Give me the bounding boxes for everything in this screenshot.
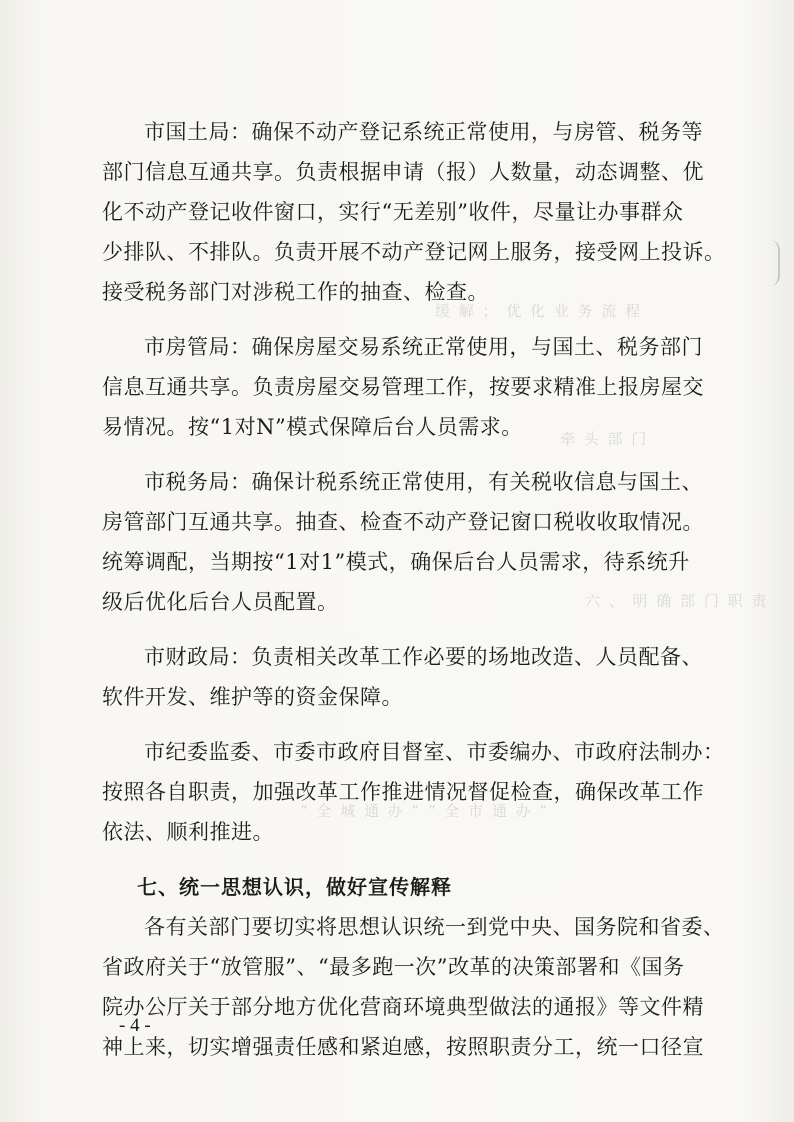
paragraph-line: 市财政局：负责相关改革工作必要的场地改造、人员配备、 [144,645,703,669]
paragraph-line: 省政府关于“放管服”、“最多跑一次”改革的决策部署和《国务 [102,955,685,979]
paragraph-line: 房管部门互通共享。抽查、检查不动产登记窗口税收收取情况。 [102,510,704,534]
paragraph-line: 易情况。按“1对N”模式保障后台人员需求。 [102,415,523,439]
bleed-through-text: 六 、 明 确 部 门 职 责 [585,592,769,610]
document-body [102,112,726,1067]
paragraph-line: 少排队、不排队。负责开展不动产登记网上服务，接受网上投诉。 [102,240,726,264]
paragraph-line: 软件开发、维护等的资金保障。 [102,685,403,709]
paragraph-line: 统筹调配，当期按“1对1”模式，确保后台人员需求，待系统升 [102,550,690,574]
paragraph-line: 神上来，切实增强责任感和紧迫感，按照职责分工，统一口径宣 [102,1035,704,1059]
bleed-through-text: 缓 解 ； 优 化 业 务 流 程 [435,302,643,320]
paragraph-line: 按照各自职责，加强改革工作推进情况督促检查，确保改革工作 [102,780,704,804]
paragraph-line: 级后优化后台人员配置。 [102,590,339,614]
page-number: - 4 - [119,1015,151,1036]
paragraph-line: 市国土局：确保不动产登记系统正常使用，与房管、税务等 [144,120,703,144]
paragraph-line: 市房管局：确保房屋交易系统正常使用，与国土、税务部门 [144,335,703,359]
section-heading: 七、统一思想认识，做好宣传解释 [137,875,452,899]
paragraph-line: 部门信息互通共享。负责根据申请（报）人数量，动态调整、优 [102,160,704,184]
paragraph-line: 院办公厅关于部分地方优化营商环境典型做法的通报》等文件精 [102,995,704,1019]
bleed-through-text: 牵 头 部 门 [560,430,649,448]
paragraph-line: 依法、顺利推进。 [102,820,274,844]
paper-edge-mark [768,240,780,286]
paragraph-line: 接受税务部门对涉税工作的抽查、检查。 [102,280,489,304]
paragraph-line: 化不动产登记收件窗口，实行“无差别”收件，尽量让办事群众 [102,200,684,224]
paragraph-line: 各有关部门要切实将思想认识统一到党中央、国务院和省委、 [144,915,725,939]
bleed-through-text: “ 全 城 通 办 ” “ 全 市 通 办 ” [300,802,550,820]
paragraph-line: 市纪委监委、市委市政府目督室、市委编办、市政府法制办： [144,740,725,764]
paragraph-line: 市税务局：确保计税系统正常使用，有关税收信息与国土、 [144,470,703,494]
paragraph-line: 信息互通共享。负责房屋交易管理工作，按要求精准上报房屋交 [102,375,704,399]
